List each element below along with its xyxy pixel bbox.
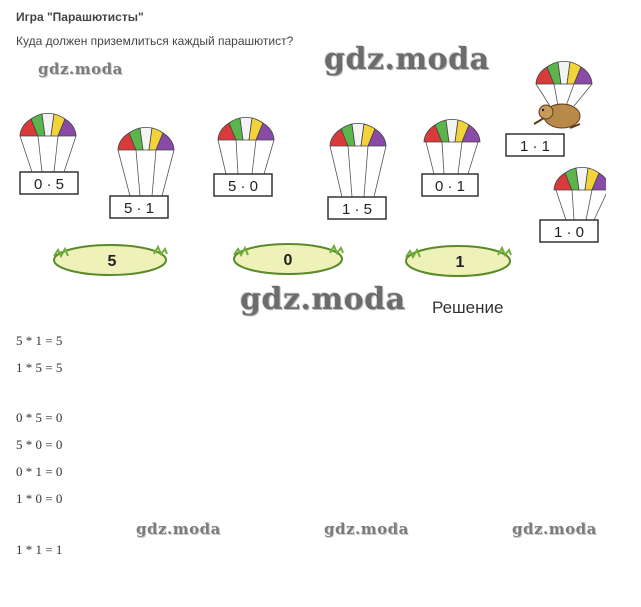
- parachutist-expr: 1 · 0: [553, 224, 585, 241]
- landing-spot-label: 5: [107, 253, 117, 270]
- parachutists-illustration: [14, 54, 606, 292]
- solution-equation: 1 * 1 = 1: [16, 542, 63, 557]
- landing-spot-1: [406, 246, 511, 276]
- watermark: gdz.moda: [136, 520, 221, 538]
- solution-equation: 5 * 1 = 5: [16, 333, 63, 348]
- landing-spot-label: 0: [283, 252, 293, 269]
- solution-equation: 0 * 5 = 0: [16, 410, 63, 425]
- solution-equation: 1 * 0 = 0: [16, 491, 63, 506]
- solution-equation: 5 * 0 = 0: [16, 437, 63, 452]
- parachutist-5: [422, 119, 480, 196]
- solution-equation: 0 * 1 = 0: [16, 464, 63, 479]
- watermark: gdz.moda: [324, 42, 490, 77]
- parachutist-expr: 1 · 1: [519, 138, 551, 155]
- parachutist-expr: 5 · 1: [123, 200, 155, 217]
- landing-spot-0: [234, 244, 343, 274]
- parachutist-4: [328, 123, 386, 219]
- landing-spot-label: 1: [455, 254, 465, 271]
- watermark: gdz.moda: [324, 520, 409, 538]
- landing-spot-5: [54, 245, 167, 275]
- parachutist-expr: 5 · 0: [227, 178, 259, 195]
- task-question: Куда должен приземлиться каждый парашютист?: [16, 34, 294, 48]
- bear-icon: [534, 104, 580, 128]
- parachutist-2: [110, 127, 174, 218]
- solution-label: Решение: [432, 298, 504, 317]
- parachutist-3: [214, 117, 274, 196]
- parachutist-expr: 0 · 5: [33, 176, 65, 193]
- watermark: gdz.moda: [38, 60, 123, 78]
- watermark: gdz.moda: [240, 282, 406, 317]
- watermark: gdz.moda: [512, 520, 597, 538]
- parachutist-1: [20, 113, 78, 194]
- task-title: Игра "Парашютисты": [16, 10, 144, 24]
- parachutist-expr: 1 · 5: [341, 201, 373, 218]
- solution-equation: 1 * 5 = 5: [16, 360, 63, 375]
- parachutist-6: [506, 61, 592, 156]
- parachutist-expr: 0 · 1: [434, 178, 466, 195]
- parachutist-7: [540, 167, 606, 242]
